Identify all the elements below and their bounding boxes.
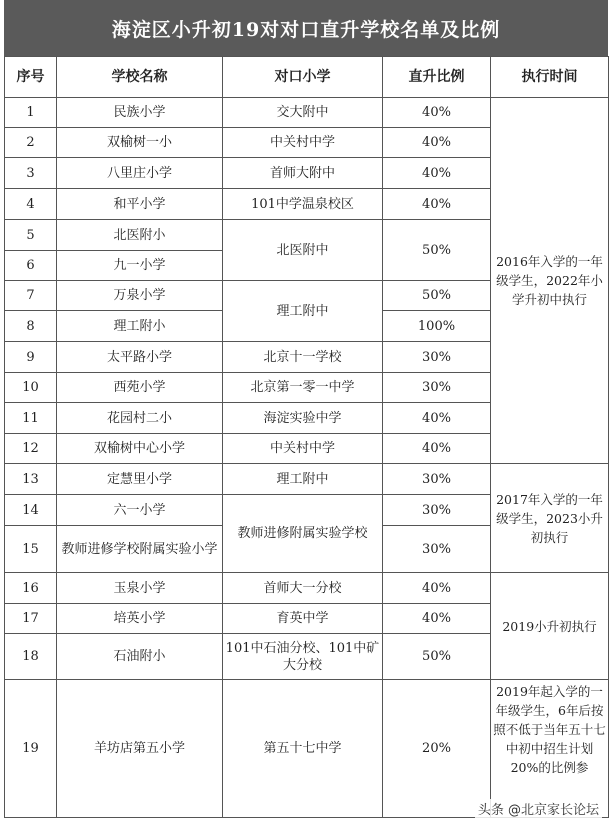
row-school: 太平路小学 xyxy=(57,342,223,373)
header-no: 序号 xyxy=(5,57,57,98)
row-ratio: 20% xyxy=(383,680,491,818)
row-school: 西苑小学 xyxy=(57,373,223,403)
row-ratio: 40% xyxy=(383,403,491,434)
row-ratio: 40% xyxy=(383,604,491,634)
row-school: 教师进修学校附属实验小学 xyxy=(57,526,223,573)
row-school: 理工附小 xyxy=(57,311,223,342)
row-ratio: 40% xyxy=(383,189,491,220)
row-school: 定慧里小学 xyxy=(57,464,223,495)
row-partner: 育英中学 xyxy=(223,604,383,634)
row-school: 双榆树一小 xyxy=(57,128,223,158)
row-school: 培英小学 xyxy=(57,604,223,634)
table-header-row xyxy=(5,57,609,98)
row-ratio: 30% xyxy=(383,526,491,573)
row-ratio: 50% xyxy=(383,281,491,311)
table-row xyxy=(5,98,609,128)
row-no: 1 xyxy=(5,98,57,128)
row-school: 花园村二小 xyxy=(57,403,223,434)
table-row xyxy=(5,464,609,495)
row-no: 4 xyxy=(5,189,57,220)
school-table xyxy=(4,56,609,818)
row-no: 7 xyxy=(5,281,57,311)
row-no: 6 xyxy=(5,251,57,281)
row-partner: 北京第一零一中学 xyxy=(223,373,383,403)
row-school: 玉泉小学 xyxy=(57,573,223,604)
row-school: 六一小学 xyxy=(57,495,223,526)
row-ratio: 30% xyxy=(383,373,491,403)
row-school: 和平小学 xyxy=(57,189,223,220)
row-no: 18 xyxy=(5,634,57,680)
row-partner: 北医附中 xyxy=(223,220,383,281)
table-row xyxy=(5,573,609,604)
row-school: 羊坊店第五小学 xyxy=(57,680,223,818)
row-school: 双榆树中心小学 xyxy=(57,434,223,464)
row-no: 8 xyxy=(5,311,57,342)
row-partner: 北京十一学校 xyxy=(223,342,383,373)
row-partner: 101中石油分校、101中矿大分校 xyxy=(223,634,383,680)
exec-time-group-4: 2019年起入学的一年级学生，6年后按照不低于当年五十七中初中招生计划20%的比例参 xyxy=(491,680,609,818)
row-ratio: 30% xyxy=(383,495,491,526)
row-no: 10 xyxy=(5,373,57,403)
header-school: 学校名称 xyxy=(57,57,223,98)
row-partner: 首师大附中 xyxy=(223,158,383,189)
row-ratio: 30% xyxy=(383,464,491,495)
row-ratio: 40% xyxy=(383,434,491,464)
row-partner: 第五十七中学 xyxy=(223,680,383,818)
row-no: 14 xyxy=(5,495,57,526)
row-ratio: 100% xyxy=(383,311,491,342)
row-ratio: 50% xyxy=(383,220,491,281)
exec-time-group-2: 2017年入学的一年级学生，2023小升初执行 xyxy=(491,464,609,573)
row-school: 八里庄小学 xyxy=(57,158,223,189)
row-no: 15 xyxy=(5,526,57,573)
row-ratio: 50% xyxy=(383,634,491,680)
row-no: 9 xyxy=(5,342,57,373)
row-no: 16 xyxy=(5,573,57,604)
row-partner: 中关村中学 xyxy=(223,128,383,158)
row-no: 3 xyxy=(5,158,57,189)
watermark: 头条 @北京家长论坛 xyxy=(475,799,602,818)
row-school: 万泉小学 xyxy=(57,281,223,311)
exec-time-group-1: 2016年入学的一年级学生，2022年小学升初中执行 xyxy=(491,98,609,464)
row-school: 石油附小 xyxy=(57,634,223,680)
row-no: 17 xyxy=(5,604,57,634)
row-ratio: 40% xyxy=(383,98,491,128)
row-ratio: 40% xyxy=(383,158,491,189)
row-no: 12 xyxy=(5,434,57,464)
row-school: 民族小学 xyxy=(57,98,223,128)
row-partner: 教师进修附属实验学校 xyxy=(223,495,383,573)
row-no: 5 xyxy=(5,220,57,251)
row-school: 九一小学 xyxy=(57,251,223,281)
row-no: 13 xyxy=(5,464,57,495)
row-no: 2 xyxy=(5,128,57,158)
row-partner: 理工附中 xyxy=(223,464,383,495)
row-ratio: 40% xyxy=(383,128,491,158)
row-partner: 首师大一分校 xyxy=(223,573,383,604)
header-exec: 执行时间 xyxy=(491,57,609,98)
header-partner: 对口小学 xyxy=(223,57,383,98)
row-ratio: 30% xyxy=(383,342,491,373)
row-no: 11 xyxy=(5,403,57,434)
row-partner: 中关村中学 xyxy=(223,434,383,464)
row-partner: 海淀实验中学 xyxy=(223,403,383,434)
row-partner: 理工附中 xyxy=(223,281,383,342)
exec-time-group-3: 2019小升初执行 xyxy=(491,573,609,680)
header-ratio: 直升比例 xyxy=(383,57,491,98)
row-partner: 交大附中 xyxy=(223,98,383,128)
row-ratio: 40% xyxy=(383,573,491,604)
page-title: 海淀区小升初19对对口直升学校名单及比例 xyxy=(4,0,608,56)
table-row xyxy=(5,680,609,818)
row-partner: 101中学温泉校区 xyxy=(223,189,383,220)
row-no: 19 xyxy=(5,680,57,818)
row-school: 北医附小 xyxy=(57,220,223,251)
